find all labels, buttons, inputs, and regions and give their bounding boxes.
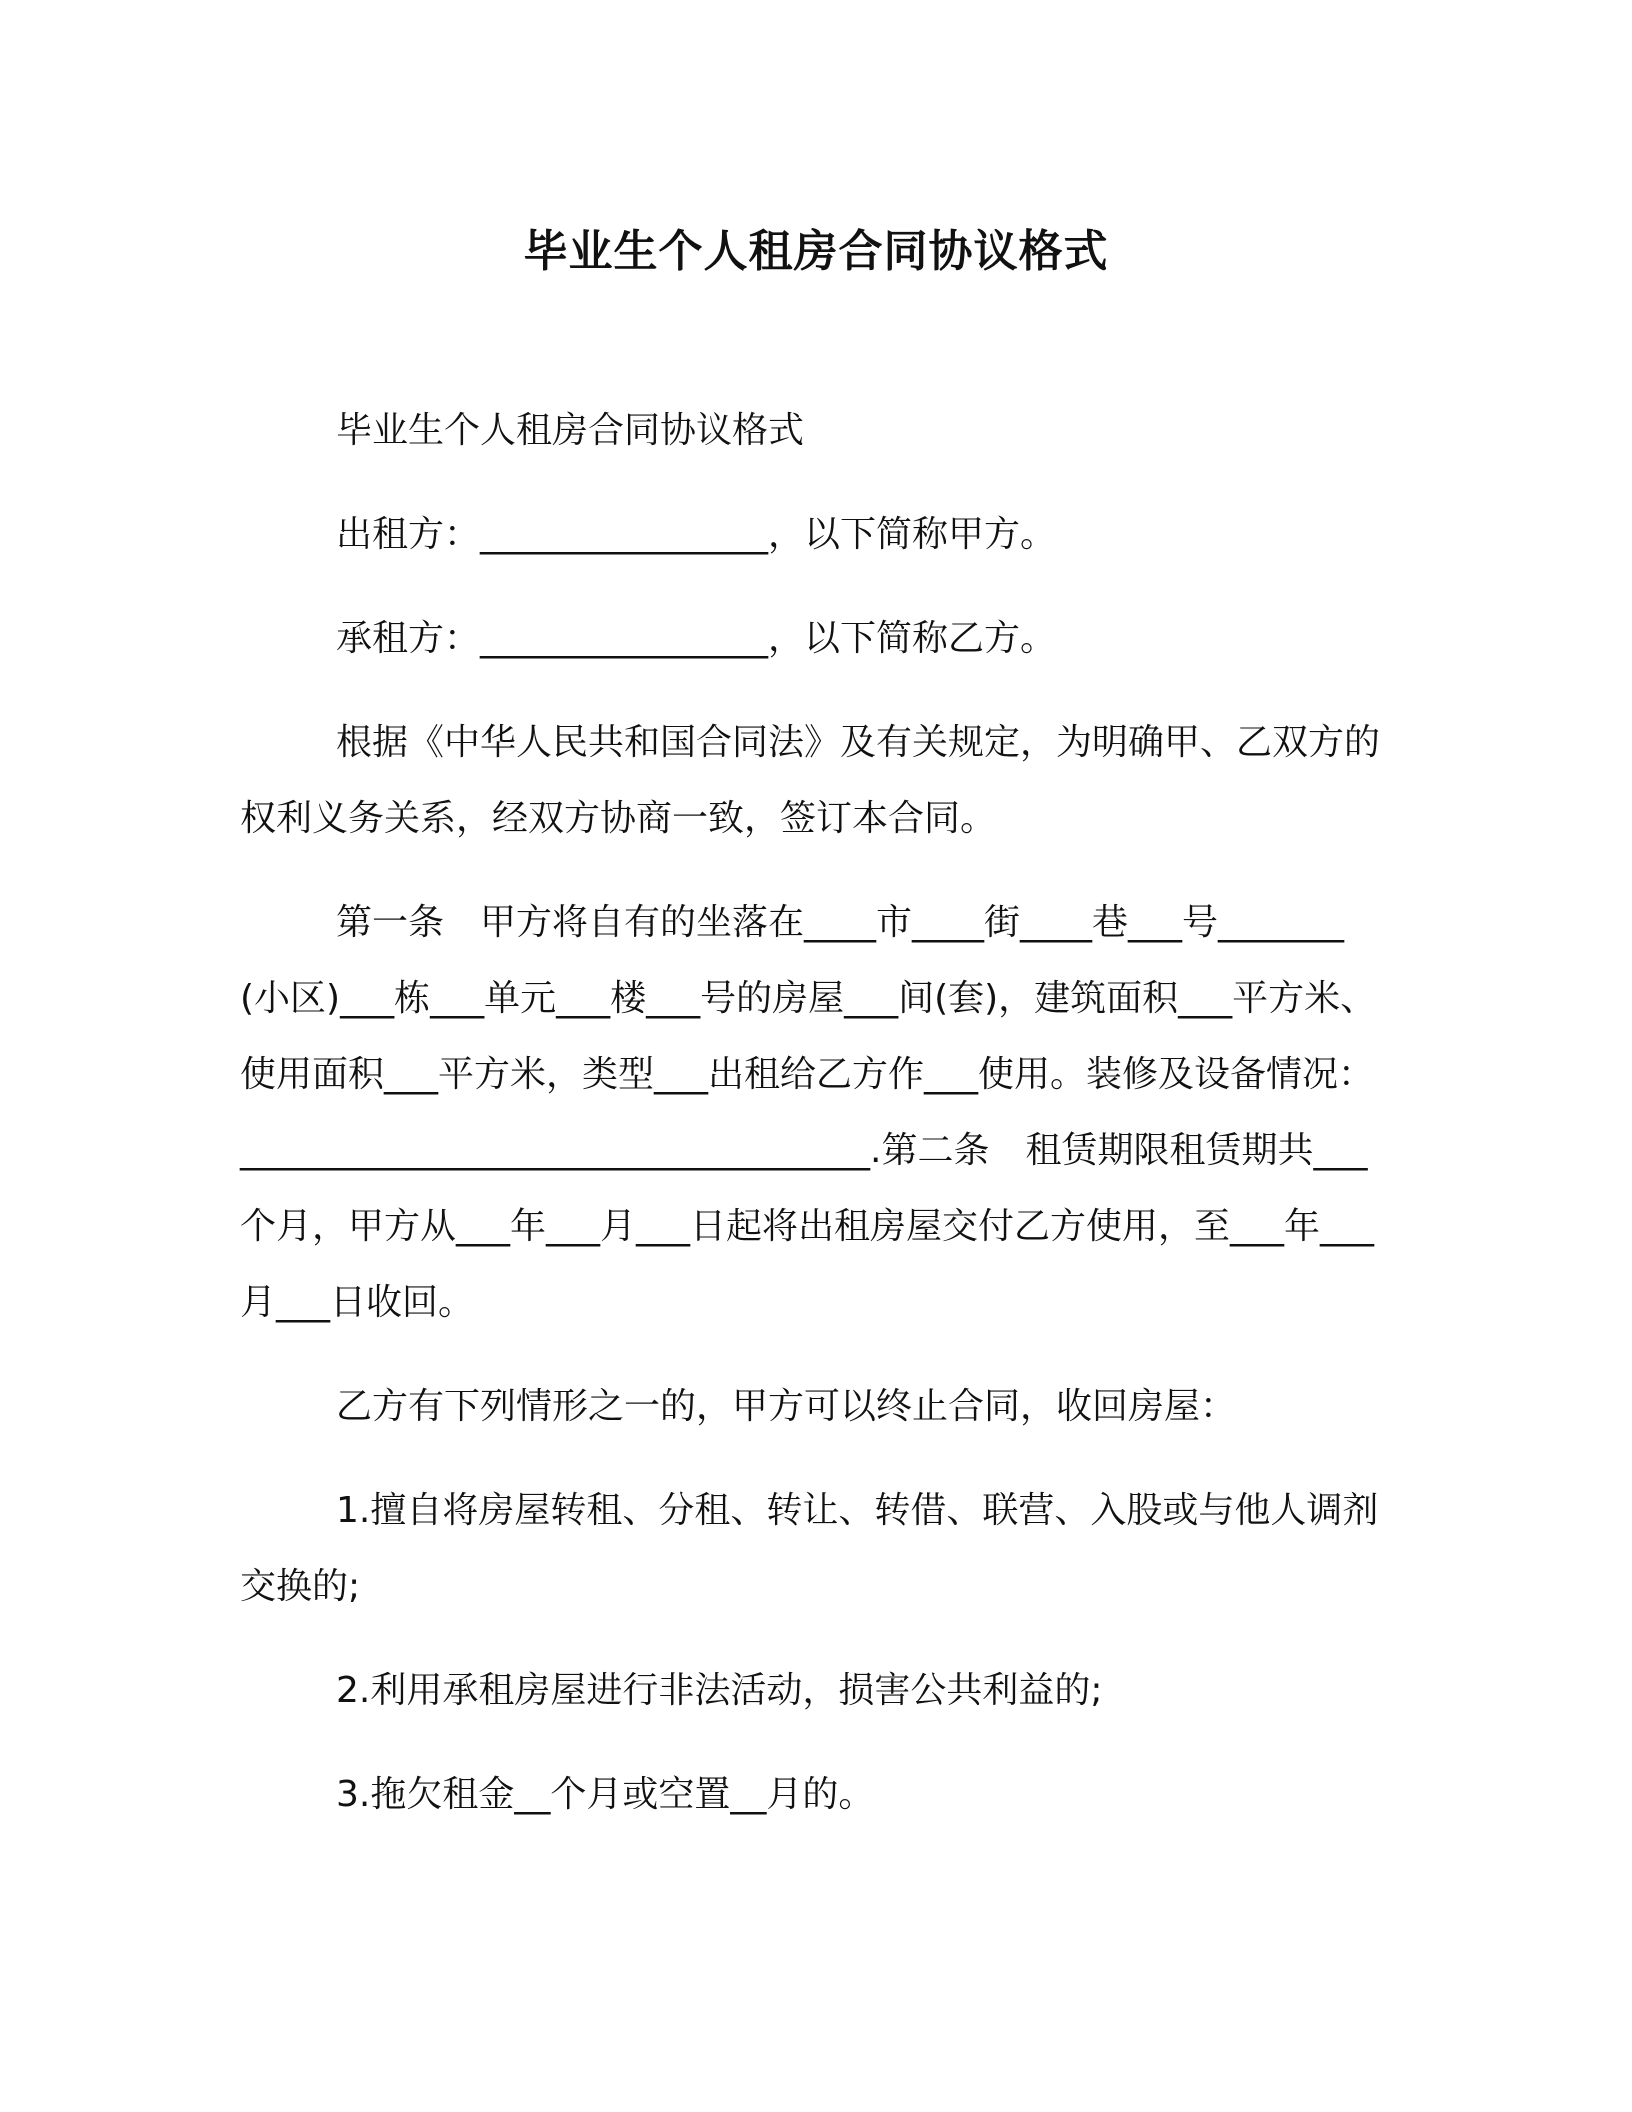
paragraph-clause-2: 2.利用承租房屋进行非法活动，损害公共利益的; [336,1670,1103,1711]
paragraph-clause-1: 1.擅自将房屋转租、分租、转让、转借、联营、入股或与他人调剂交换的; [240,1490,1379,1607]
paragraph-subtitle: 毕业生个人租房合同协议格式 [336,410,805,451]
paragraph-termination-intro: 乙方有下列情形之一的，甲方可以终止合同，收回房屋： [336,1386,1237,1427]
document-body [240,393,1390,1861]
paragraph-preamble: 根据《中华人民共和国合同法》及有关规定，为明确甲、乙双方的权利义务关系，经双方协商一致，签订本合同。 [240,722,1381,839]
document-title: 毕业生个人租房合同协议格式 [523,226,1109,277]
paragraph-lessee: 承租方：________________，以下简称乙方。 [336,618,1057,659]
paragraph-article-one: 第一条 甲方将自有的坐落在____市____街____巷___号_______(小区)___栋___单元___楼___号的房屋___间(套)，建筑面积___平方米、使用面积___平方米，类型___出租给乙方作___使用。装修及设备情况：___________________________________.第二条 租赁期限租赁期共___个月，甲方从___年___月___日起将出租房屋交付乙方使用，至___年___月___日收回。 [240,902,1377,1323]
paragraph-clause-3: 3.拖欠租金__个月或空置__月的。 [336,1774,875,1815]
paragraph-lessor: 出租方：________________，以下简称甲方。 [336,514,1057,555]
